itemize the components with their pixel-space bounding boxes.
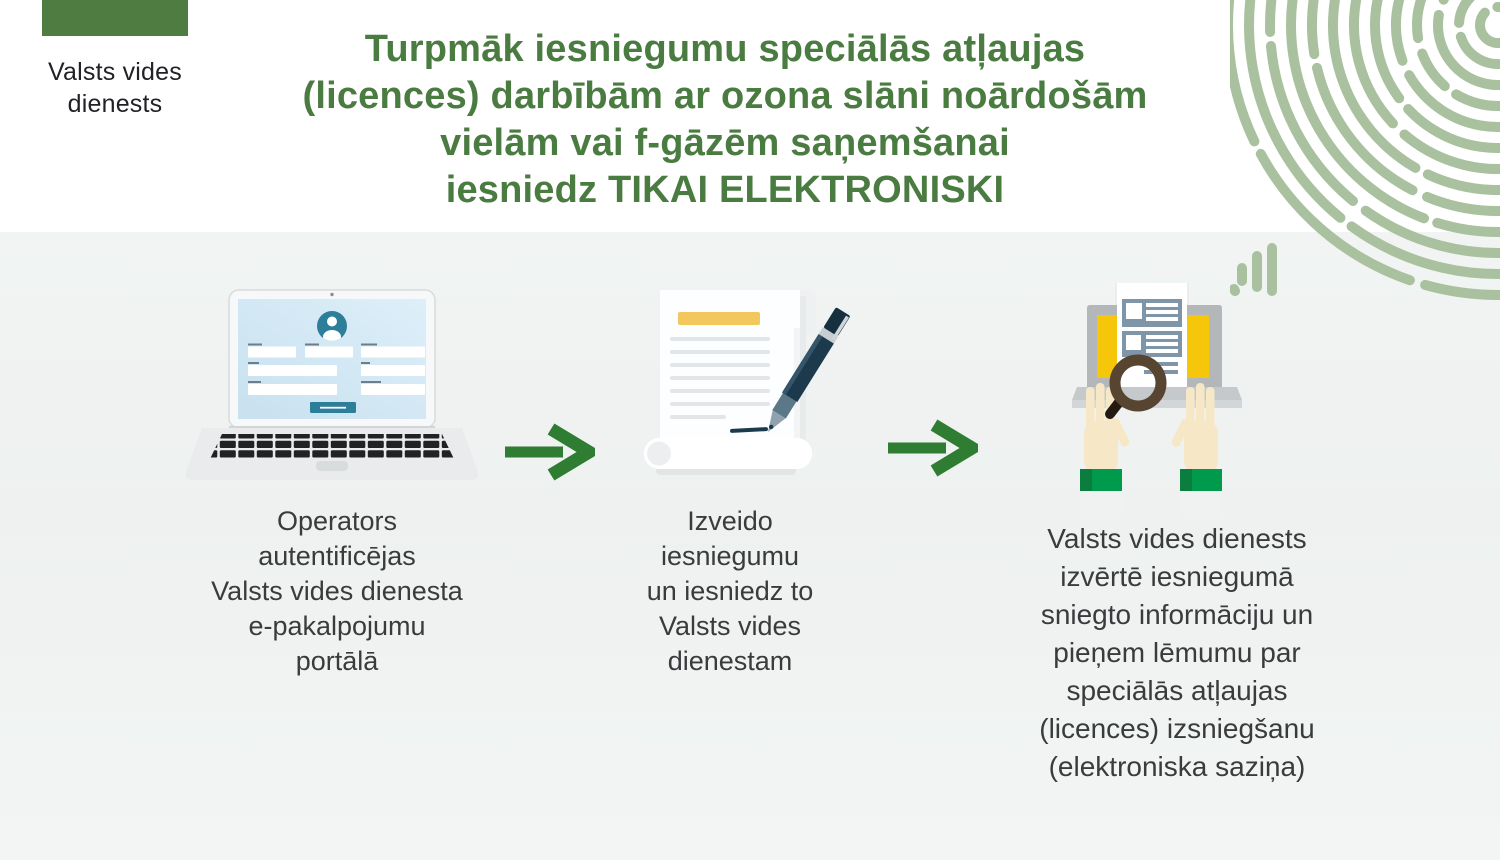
step1-caption: Operators autentificējas Valsts vides dienesta e-pakalpojumu portālā (211, 506, 463, 676)
trackpad (316, 461, 348, 471)
arrow-right-icon (888, 418, 978, 478)
laptop-base (186, 426, 479, 480)
left-sleeve (1080, 491, 1122, 513)
laptop-login-icon (182, 288, 482, 488)
laptop-screen (229, 290, 435, 428)
fingerprint-graphic (1230, 0, 1500, 300)
right-sleeve (1180, 491, 1222, 513)
step3-caption: Valsts vides dienests izvērtē iesniegumā sniegto informāciju un pieņem lēmumu par speciālās atļaujas (licences) izsniegšanu (elektroniska saziņa) (1039, 523, 1315, 782)
logo-text: Valsts vides dienests (48, 58, 182, 118)
page-title: Turpmāk iesniegumu speciālās atļaujas (licences) darbībām ar ozona slāni noārdošām vielām vai f-gāzēm saņemšanai iesniedz TIKAI ELEKTRONISKI (302, 28, 1148, 211)
input-fields (248, 347, 425, 396)
keyboard (210, 434, 454, 459)
document-heading-bar (678, 312, 760, 325)
step2-caption: Izveido iesniegumu un iesniedz to Valsts vides dienestam (646, 506, 814, 676)
application-document-pen-icon (622, 282, 862, 492)
review-laptop-magnifier-icon (1072, 283, 1242, 513)
logo-mark (42, 0, 188, 36)
arrow-right-icon (505, 422, 595, 482)
webcam-dot (330, 293, 333, 296)
